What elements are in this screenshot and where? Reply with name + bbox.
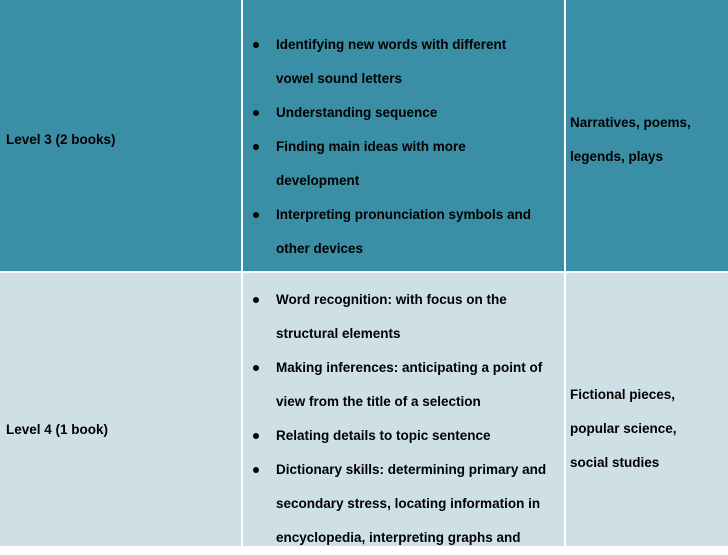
list-item bbox=[249, 198, 561, 266]
skill-text: other devices bbox=[276, 241, 364, 256]
bullet-icon bbox=[253, 144, 259, 150]
list-item bbox=[249, 96, 561, 130]
materials-cell bbox=[570, 378, 725, 480]
skills-list bbox=[249, 28, 561, 266]
bullet-icon bbox=[253, 297, 259, 303]
materials-text: social studies bbox=[570, 455, 660, 470]
list-item bbox=[249, 419, 561, 453]
list-item bbox=[249, 130, 561, 198]
skills-cell bbox=[249, 283, 561, 555]
skill-text: encyclopedia, interpreting graphs and bbox=[276, 530, 521, 545]
list-item bbox=[249, 453, 561, 555]
list-item bbox=[249, 283, 561, 351]
column-divider bbox=[241, 0, 243, 546]
skill-text: Interpreting pronunciation symbols and bbox=[276, 207, 532, 222]
skill-text: vowel sound letters bbox=[276, 71, 403, 86]
bullet-icon bbox=[253, 365, 259, 371]
bullet-icon bbox=[253, 467, 259, 473]
skill-text: Identifying new words with different bbox=[276, 37, 507, 52]
skill-text: Finding main ideas with more bbox=[276, 139, 466, 154]
level-cell: Level 3 (2 books) bbox=[6, 132, 116, 147]
column-divider bbox=[564, 0, 566, 546]
materials-text: Narratives, poems, bbox=[570, 115, 691, 130]
skill-text: Dictionary skills: determining primary and bbox=[276, 462, 547, 477]
list-item bbox=[249, 28, 561, 96]
skill-text: structural elements bbox=[276, 326, 401, 341]
skill-text: development bbox=[276, 173, 360, 188]
list-item bbox=[249, 351, 561, 419]
row-divider bbox=[0, 271, 728, 273]
bullet-icon bbox=[253, 212, 259, 218]
skill-text: Understanding sequence bbox=[276, 105, 438, 120]
skills-list bbox=[249, 283, 561, 555]
level-cell: Level 4 (1 book) bbox=[6, 422, 109, 437]
bullet-icon bbox=[253, 110, 259, 116]
materials-text: Fictional pieces, bbox=[570, 387, 676, 402]
skill-text: secondary stress, locating information in bbox=[276, 496, 541, 511]
bullet-icon bbox=[253, 433, 259, 439]
materials-text: popular science, bbox=[570, 421, 677, 436]
skill-text: Relating details to topic sentence bbox=[276, 428, 491, 443]
skills-cell bbox=[249, 28, 561, 266]
materials-text: legends, plays bbox=[570, 149, 664, 164]
bullet-icon bbox=[253, 42, 259, 48]
skill-text: Word recognition: with focus on the bbox=[276, 292, 507, 307]
skill-text: view from the title of a selection bbox=[276, 394, 481, 409]
materials-cell bbox=[570, 106, 725, 174]
skill-text: Making inferences: anticipating a point of bbox=[276, 360, 543, 375]
